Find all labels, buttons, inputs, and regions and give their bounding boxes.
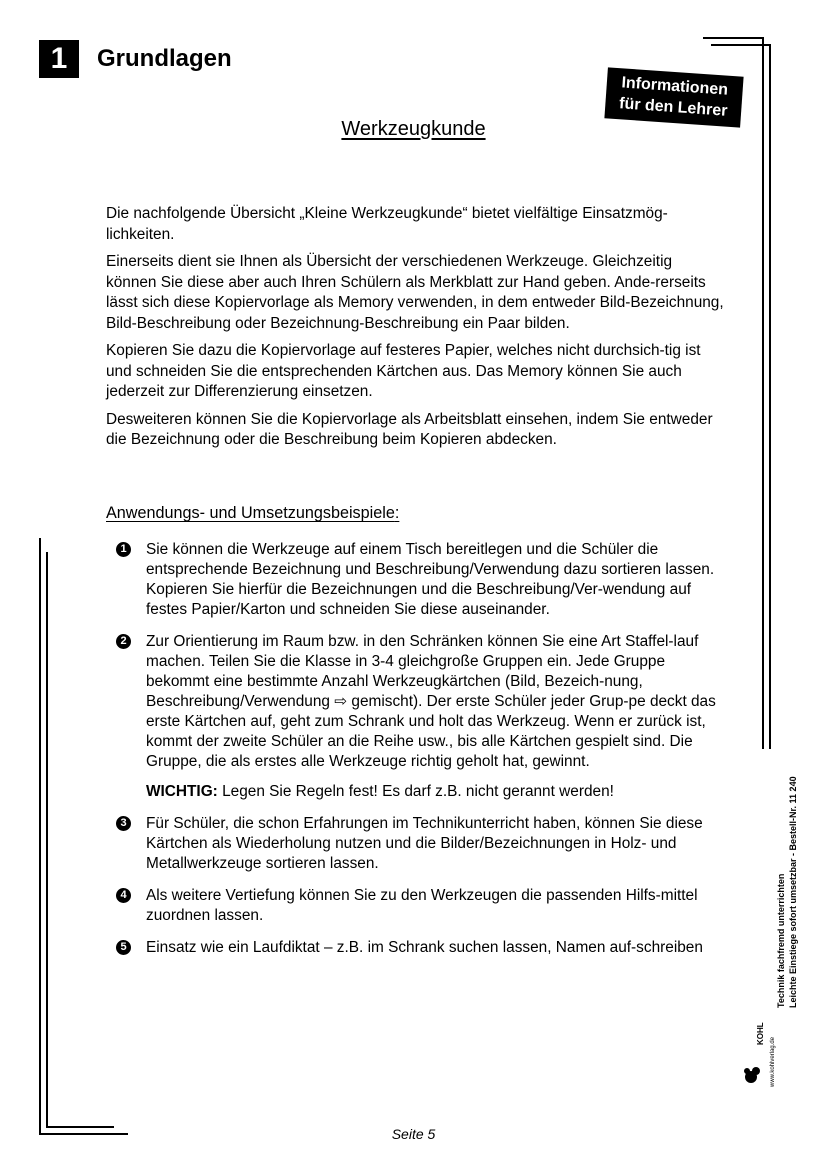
document-title: Werkzeugkunde <box>341 118 486 140</box>
important-text: Legen Sie Regeln fest! Es darf z.B. nicht gerannt werden! <box>217 783 614 800</box>
frame-line-left-1 <box>39 538 41 1134</box>
number-bullet: 5 <box>116 940 131 955</box>
section-heading <box>106 504 399 523</box>
publisher-website: www.kohlverlag.de <box>770 1036 776 1087</box>
frame-line-right-1 <box>762 37 764 749</box>
badge-line-1: Informationen <box>620 74 729 99</box>
book-imprint <box>775 776 799 1008</box>
number-bullet: 1 <box>116 542 131 557</box>
paragraph: Kopieren Sie dazu die Kopiervorlage auf festeres Papier, welches nicht durchsich-tig ist und schneiden Sie die entsprechenden Kärtchen aus. Das Memory können Sie auch jederzeit zur Differenzierung einsetzen. <box>106 342 701 400</box>
publisher-logo <box>742 1015 782 1091</box>
paragraph: Einerseits dient sie Ihnen als Übersicht der verschiedenen Werkzeuge. Gleichzeitig können Sie diese aber auch Ihren Schülern als Merkblatt zur Hand geben. Ande-rerseits lässt sich diese Kopiervorlage als Memory verwenden, in dem entweder Bild-Bezeichnung, Bild-Beschreibung oder Bezeichnung-Beschreibung ein Paar bilden. <box>106 253 724 332</box>
imprint-line-1: Technik fachfremd unterrichten <box>776 873 786 1008</box>
important-note <box>146 782 728 802</box>
list-item-text: Als weitere Vertiefung können Sie zu den Werkzeugen die passenden Hilfs-mittel zuordnen lassen. <box>146 887 698 924</box>
list-item <box>116 540 728 620</box>
intro-text <box>106 204 726 458</box>
frame-line-left-2 <box>46 552 48 1127</box>
imprint-line-2: Leichte Einstiege sofort umsetzbar - Bestell-Nr. 11 240 <box>788 776 798 1008</box>
page-number: Seite 5 <box>391 1126 436 1142</box>
list-item <box>116 632 728 802</box>
chapter-number-badge: 1 <box>39 40 79 78</box>
chapter-title: Grundlagen <box>97 45 232 72</box>
list-item <box>116 814 728 874</box>
frame-line-right-2 <box>769 44 771 749</box>
publisher-name: KOHL <box>756 1022 765 1045</box>
important-label: WICHTIG: <box>146 783 218 800</box>
paragraph: Desweiteren können Sie die Kopiervorlage als Arbeitsblatt einsehen, indem Sie entweder die Bezeichnung oder die Beschreibung beim Kopieren abdecken. <box>106 410 713 448</box>
number-bullet: 4 <box>116 888 131 903</box>
list-item-text: Einsatz wie ein Laufdiktat – z.B. im Schrank suchen lassen, Namen auf-schreiben <box>146 939 703 956</box>
examples-list <box>116 540 728 970</box>
list-item <box>116 886 728 926</box>
list-item-text: Zur Orientierung im Raum bzw. in den Schränken können Sie eine Art Staffel-lauf machen. Teilen Sie die Klasse in 3-4 gleichgroße Gruppen ein. Jede Gruppe bekommt eine bestimmte Anzahl Werkzeugkärtchen (Bild, Bezeich-nung, Beschreibung/Verwendung ⇨ gemischt). Der erste Schüler jeder Grup-pe deckt das erste Kärtchen auf, geht zum Schrank und holt das Werkzeug. Wenn er zurück ist, kommt der zweite Schüler an die Reihe usw., bis alle Kärtchen gespielt sind. Die Gruppe, die als erstes alle Werkzeuge richtig geholt hat, gewinnt. <box>146 633 716 770</box>
list-item-text: Für Schüler, die schon Erfahrungen im Technikunterricht haben, können Sie diese Kärtchen als Wiederholung nutzen und die Bilder/Bezeichnungen in Holz- und Metallwerkzeuge sortieren lassen. <box>146 815 703 872</box>
section-heading-text: Anwendungs- und Umsetzungsbeispiele <box>106 504 395 522</box>
number-bullet: 2 <box>116 634 131 649</box>
section-heading-colon: : <box>394 504 400 522</box>
list-item-text: Sie können die Werkzeuge auf einem Tisch bereitlegen und die Schüler die entsprechende Bezeichnung und Beschreibung/Verwendung dazu sortieren lassen. Kopieren Sie hierfür die Bezeichnungen und die Beschreibung/Ver-wendung auf festes Papier/Karton und schneiden Sie diese auseinander. <box>146 541 715 618</box>
list-item <box>116 938 728 958</box>
number-bullet: 3 <box>116 816 131 831</box>
badge-line-2: für den Lehrer <box>618 95 728 120</box>
paragraph: Die nachfolgende Übersicht „Kleine Werkzeugkunde“ bietet vielfältige Einsatzmög-lichkeiten. <box>106 205 668 243</box>
frame-line-top-right-1 <box>703 37 763 39</box>
